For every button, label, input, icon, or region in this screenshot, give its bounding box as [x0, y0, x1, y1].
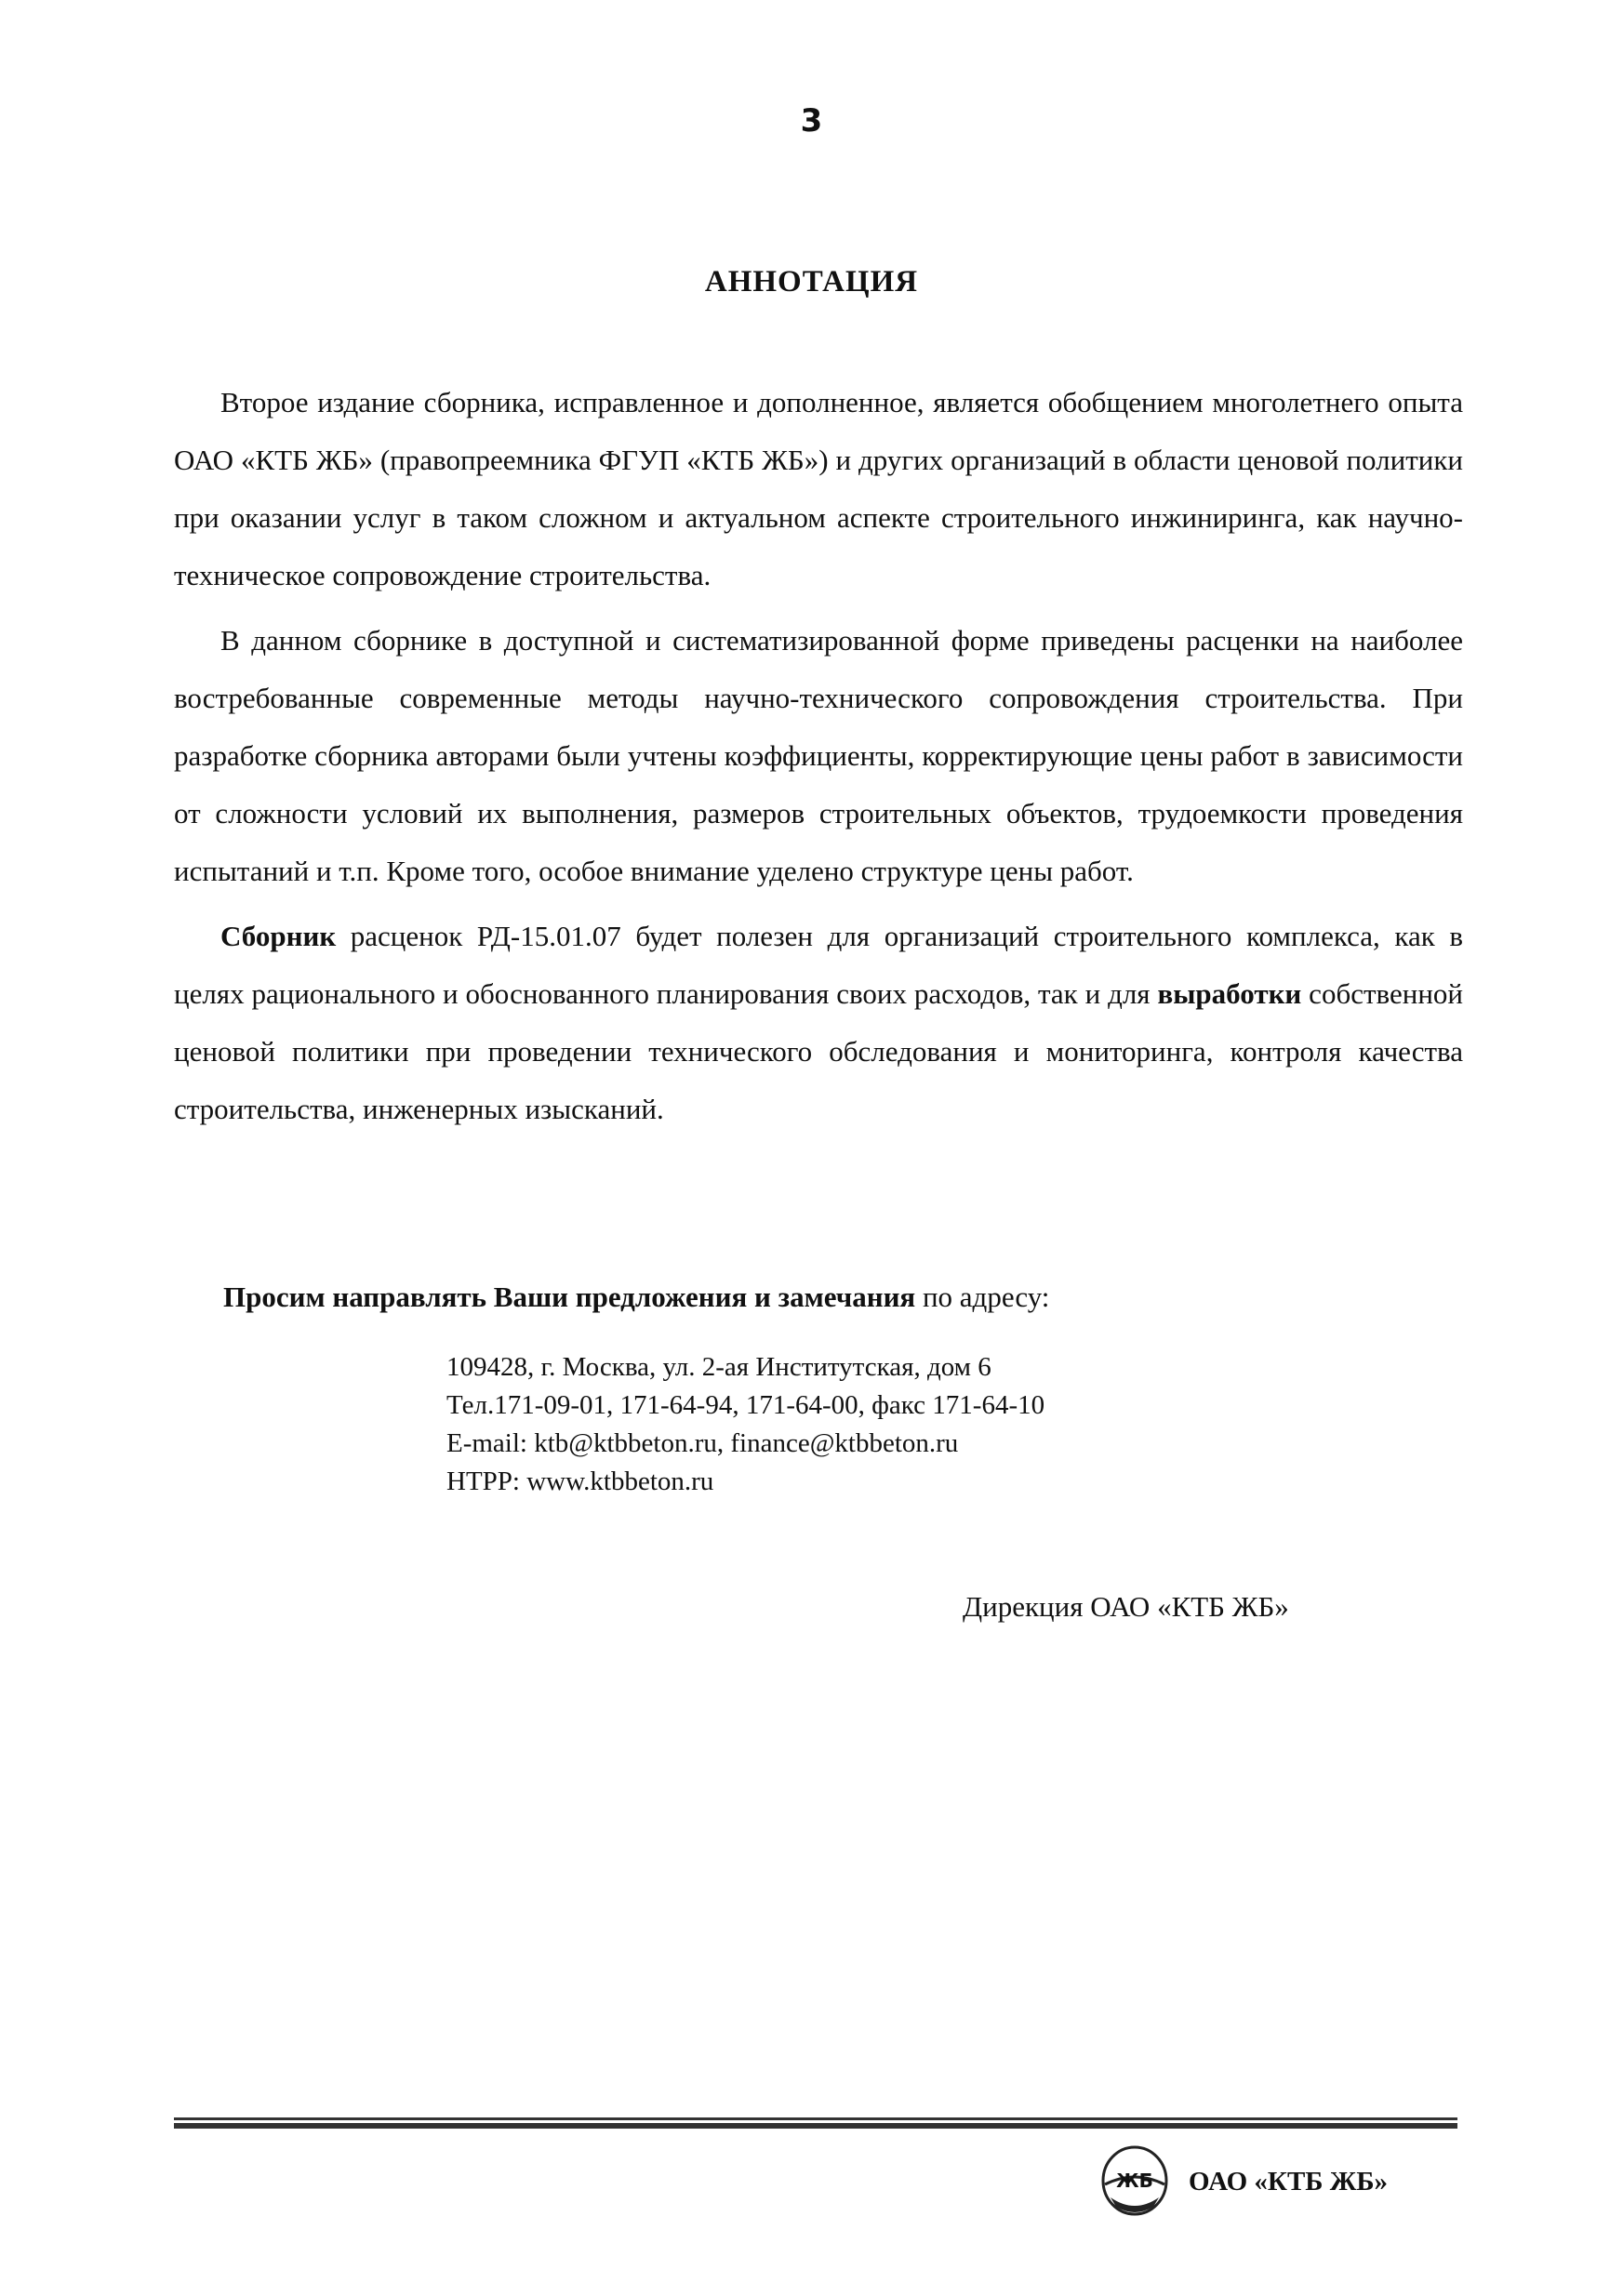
paragraph-3: [174, 908, 1463, 1138]
signature: Дирекция ОАО «КТБ ЖБ»: [963, 1590, 1289, 1623]
email-addresses: E-mail: ktb@ktbbeton.ru, finance@ktbbeton.ru: [446, 1428, 959, 1458]
paragraph-1: Второе издание сборника, исправленное и дополненное, является обобщением многолетнего опыта ОАО «КТБ ЖБ» (правопреемника ФГУП «КТБ ЖБ») и других организаций в области ценовой политики при оказании услуг в таком сложном и актуальном аспекте строительного инжиниринга, как научно-техническое сопровождение строительства.: [174, 386, 1463, 591]
page-title: АННОТАЦИЯ: [704, 265, 919, 299]
paragraph-3-bold-mid: выработки: [1157, 977, 1302, 1010]
contact-intro: [223, 1279, 1049, 1316]
postal-address: 109428, г. Москва, ул. 2-ая Институтская, дом 6: [446, 1352, 991, 1382]
paragraph-2: В данном сборнике в доступной и систематизированной форме приведены расценки на наиболее востребованные современные методы научно-технического сопровождения строительства. При разработке сборника авторами были учтены коэффициенты, корректирующие цены работ в зависимости от сложности условий их выполнения, размеров строительных объектов, трудоемкости проведения испытаний и т.п. Кроме того, особое внимание уделено структуре цены работ.: [174, 624, 1463, 887]
paragraph-3-text-b: собственной ценовой политики при проведении технического обследования и мониторинга, контроля качества строительства, инженерных изысканий.: [174, 977, 1464, 1125]
logo-letters: ЖБ: [1116, 2170, 1153, 2192]
website-address: HTPP: www.ktbbeton.ru: [446, 1467, 714, 1496]
annotation-body: [174, 374, 1463, 1146]
paragraph-3-text-a: расценок РД-15.01.07 будет полезен для организаций строительного комплекса, как в целях рационального и обоснованного планирования своих расходов, так и для: [174, 920, 1463, 1010]
contact-address-block: [446, 1348, 1044, 1501]
page-number: 3: [800, 102, 823, 139]
footer-org-name: ОАО «КТБ ЖБ»: [1189, 2167, 1389, 2196]
footer-rule: [174, 2116, 1457, 2132]
paragraph-3-bold-start: Сборник: [220, 920, 337, 952]
contact-intro-bold: Просим направлять Ваши предложения и замечания: [223, 1281, 916, 1313]
contact-intro-rest: по адресу:: [915, 1281, 1050, 1313]
ktb-zhb-logo-icon: [1098, 2143, 1172, 2218]
phone-numbers: Тел.171-09-01, 171-64-94, 171-64-00, факс 171-64-10: [446, 1390, 1045, 1420]
